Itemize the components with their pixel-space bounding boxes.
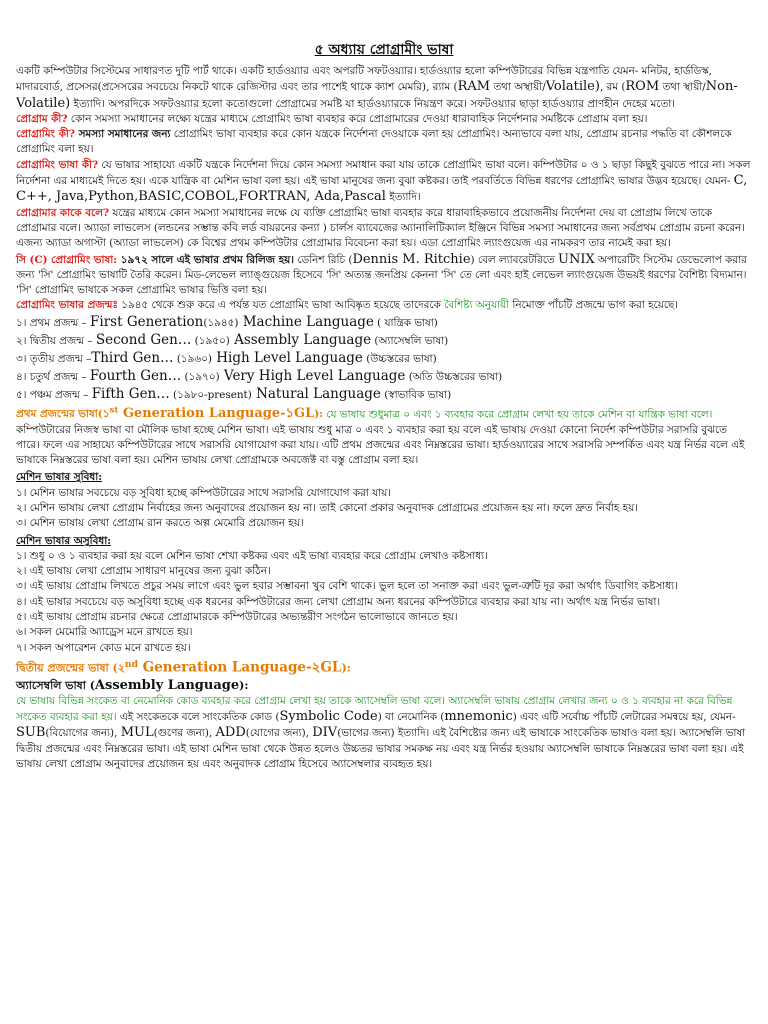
assembly-text: এই সংকেতকে বলে সাংকেতিক কোড (: [116, 710, 280, 723]
mnemonic-term: mnemonic: [444, 708, 513, 724]
list-item: ৩। মেশিন ভাষায় লেখা প্রোগ্রাম রান করতে অল্প মেমোরি প্রয়োজন হয়।: [16, 517, 304, 530]
first-gen-text: কম্পিউটারের নিজস্ব ভাষা বা মৌলিক ভাষা হচ্ছে মেশিন ভাষা। এই ভাষায় শুধু মাত্র ০ এবং ১ ব্যবহার করা হয় বলে এই ভাষায় দেওয়া কোনো নির্দেশ কম্পিউটার সরাসরি বুঝতে পারে। ফলে এর সাহায্যে কম্পিউটারের সাথে সরাসরি যোগাযোগ করা যায়। এটি প্রথম প্রজন্মের এবং নিম্নস্তরের ভাষা। হার্ডওয়্যারের সাথে সরাসরি সম্পর্কিত এবং যন্ত্র নির্ভর বলে এই ভাষাকে নিম্নস্তরের ভাষা বলা হয়। মেশিন ভাষায় লেখা প্রোগ্রামকে অবজেক্ট বা বস্তু প্রোগ্রাম বলা হয়।: [16, 423, 745, 467]
list-item: ৭। সকল অপারেশন কোড মনে রাখতে হয়।: [16, 641, 191, 654]
symbolic-term: Symbolic Code: [279, 708, 378, 724]
c-language-text: ডেনিশ রিচি (: [294, 253, 353, 266]
list-item: [16, 368, 752, 386]
second-gen-heading: [16, 656, 752, 677]
gen-prefix: ২। দ্বিতীয় প্রজন্ম –: [16, 334, 96, 347]
list-item: [16, 332, 752, 350]
gen-year: (১৯৪৫): [203, 316, 239, 329]
list-item: [16, 386, 752, 404]
generations-text: ১৯৪৫ থেকে শুরু করে এ পর্যন্ত যত প্রোগ্রামিং ভাষা আবিষ্কৃত হয়েছে তাদেরকে: [117, 299, 445, 312]
gen-year: (১৯৬০): [173, 352, 212, 365]
gen-language: Natural Language: [251, 385, 381, 402]
intro-text: ইত্যাদি। অপরদিকে সফটওয়্যার হলো কতোগুলো প্রোগ্রামের সমষ্টি যা হার্ডওয়্যারকে নিয়ন্ত্রণ করে। সফটওয়্যার ছাড়া হার্ডওয়্যার প্রাণহীন দেহের মতো।: [70, 97, 676, 110]
gen-language: High Level Language: [211, 349, 363, 366]
list-item: ৫। এই ভাষায় প্রোগ্রাম রচনার ক্ষেত্রে প্রোগ্রামারকে কম্পিউটারের অভ্যন্তরীণ সংগঠন ভালোভাবে জানতে হয়।: [16, 611, 458, 624]
ritchie-name: Dennis M. Ritchie: [352, 251, 471, 267]
disadvantages-heading: মেশিন ভাষার অসুবিধা:: [16, 534, 112, 547]
gen-language: Assembly Language: [229, 331, 372, 348]
gen-bn: ( যান্ত্রিক ভাষা): [373, 316, 438, 329]
programming-label: প্রোগ্রামিং কী?: [16, 128, 75, 141]
assembly-text: ) বা নেমোনিক (: [377, 710, 445, 723]
first-gen-definition: যে ভাষায় শুধুমাত্র ০ এবং ১ ব্যবহার করে প্রোগ্রাম লেখা হয় তাকে মেশিন বা যান্ত্রিক ভাষা বলে।: [323, 408, 713, 421]
gen-bn: (অ্যাসেম্বলি ভাষা): [371, 334, 449, 347]
c-language-bold: ১৯৭২ সালে এই ভাষার প্রথম রিলিজ হয়।: [117, 253, 295, 266]
sub-term: SUB: [16, 725, 46, 741]
generations-label: প্রোগ্রামিং ভাষার প্রজন্মঃ: [16, 299, 118, 312]
gen-bn: (অতি উচ্চস্তরের ভাষা): [405, 370, 503, 383]
gen-bn: (স্বাভাবিক ভাষা): [380, 388, 452, 401]
generations-text: নিমোক্ত পাঁচটি প্রজন্মে ভাগ করা হয়েছে।: [509, 299, 679, 312]
programming-bold: সমস্যা সমাধানের জন্য: [74, 128, 171, 141]
assembly-bn: অ্যাসেম্বলি ভাষা (: [16, 678, 95, 692]
list-item: ৬। সকল মেমোরি অ্যাড্রেস মনে রাখতে হয়।: [16, 626, 193, 639]
assembly-definition: যে ভাষায় বিভিন্ন সংকেত বা নেমোনিক কোড ব্যবহার করে প্রোগ্রাম লেখা হয় তাকে অ্যাসেম্বলি ভাষা বলে। অ্যাসেম্বলি ভাষায় প্রোগ্রাম লেখার জন্য ০ ও ১ ব্যবহার না করে বিভিন্ন সংকেত ব্যবহার করা হয়।: [16, 694, 733, 723]
assembly-text: (বিয়োগের জন্য),: [45, 727, 121, 740]
first-gen-sup: st: [109, 405, 119, 416]
gen-prefix: ৫। পঞ্চম প্রজন্ম –: [16, 388, 92, 401]
gen-prefix: ৩। তৃতীয় প্রজন্ম –: [16, 352, 92, 365]
generations-list: [16, 314, 752, 404]
intro-text: তথা অস্থায়ী/: [490, 81, 546, 94]
assembly-text: (যোগের জন্য),: [245, 727, 313, 740]
gen-bn: (উচ্চস্তরের ভাষা): [362, 352, 437, 365]
gen-language: Machine Language: [238, 313, 374, 330]
c-language-text: ) বেল ল্যাবরেটরিতে: [470, 253, 558, 266]
gen-name: Fourth Gen…: [89, 367, 182, 384]
program-label: প্রোগ্রাম কী?: [16, 112, 68, 125]
list-item: ১। মেশিন ভাষার সবচেয়ে বড় সুবিধা হচ্ছে কম্পিউটারের সাথে সরাসরি যোগাযোগ করা যায়।: [16, 486, 391, 499]
rom-term: ROM: [625, 79, 660, 95]
second-gen-label: দ্বিতীয় প্রজন্মের ভাষা (২: [16, 661, 125, 675]
intro-text: , রম (: [599, 81, 626, 94]
gen-year: (১৯৭০): [181, 370, 220, 383]
language-text: যে ভাষার সাহায্যে একটি যন্ত্রকে নির্দেশনা দিয়ে কোন সমস্যা সমাধান করা যায় তাকে প্রোগ্রামিং ভাষা বলে। কম্পিউটার ০ ও ১ ছাড়া কিছুই বুঝতে পারে না। সকল নির্দেশনা এর মাধ্যমেই দিতে হয়। একে যান্ত্রিক বা মেশিন ভাষা বলা হয়। এই ভাষা মানুষের জন্য বুঝা কষ্টকর। তাই পরবর্তিতে বিভিন্ন ধরণের প্রোগ্রামিং ভাষার উদ্ভব হয়েছে। যেমন-: [16, 158, 751, 188]
gen-language: Very High Level Language: [219, 367, 406, 384]
intro-paragraph: [16, 64, 752, 112]
gen-name: First Generation: [90, 313, 204, 330]
list-item: ১। শুধু ০ ও ১ ব্যবহার করা হয় বলে মেশিন ভাষা শেখা কষ্টকর এবং এই ভাষা ব্যবহার করে প্রোগ্রাম লেখাও কষ্টসাধ্য।: [16, 549, 488, 562]
gen-name: Second Gen…: [95, 331, 192, 348]
add-term: ADD: [215, 725, 246, 741]
programmer-text: যন্ত্রের মাধ্যমে কোন সমস্যা সমাধানের লক্ষে যে ব্যক্তি প্রোগ্রামিং ভাষা ব্যবহার করে ধারাবাহিকভাবে প্রয়োজনীয় নির্দেশনা দেয় বা প্রোগ্রাম লিখে তাকে প্রোগ্রামার বলে। অ্যাডা লাভলেস (লন্ডনের সম্ভান্ত কবি লর্ড বায়রনের কন্যা ) চার্লস ব্যাবেজের অ্যানালিটিক্যাল ইঞ্জিনে বিভিন্ন সমস্যা সমাধানের জন্য সর্বপ্রথম প্রোগ্রাম রচনা করেন। এজন্য অ্যাডা অগাস্টা (অ্যাডা লাভলেস) কে বিশ্বের প্রথম কম্পিউটার প্রোগ্রামার বিবেচনা করা হয়। এডা প্রোগ্রামিং ল্যাংগুয়েজ এর নামকরণ তার নামেই করা হয়।: [16, 206, 745, 250]
ram-term: RAM: [457, 79, 491, 95]
list-item: [16, 350, 752, 368]
language-definition: [16, 158, 752, 206]
second-gen-label-end: ):: [341, 661, 351, 675]
assembly-text: (ভাগের জন্য) ইত্যাদি। এই বৈশিষ্ট্যের জন্য এই ভাষাকে সাংকেতিক ভাষাও বলা হয়। অ্যাসেম্বলি ভাষা দ্বিতীয় প্রজন্মের এবং নিম্নস্তরের ভাষা। এই ভাষা মেশিন ভাষা থেকে উন্নত হলেও উচ্চতর ভাষার সমকক্ষ নয় এবং যন্ত্র নির্ভর হওয়ায় অ্যাসেম্বলি ভাষাকে নিম্নস্তরের ভাষা বলা হয়। এই ভাষায় লেখা প্রোগ্রাম অনুবাদের প্রয়োজন হয় এবং অনুবাদক প্রোগ্রাম হিসেবে অ্যাসেম্বলার ব্যবহৃত হয়।: [16, 727, 746, 770]
first-gen-label-end: ):: [314, 408, 323, 421]
language-text: ইত্যাদি।: [385, 191, 421, 204]
generations-intro: [16, 298, 752, 313]
assembly-heading: [16, 677, 752, 694]
advantages-heading: মেশিন ভাষার সুবিধা:: [16, 471, 103, 484]
assembly-en: Assembly Language: [94, 677, 240, 693]
generations-highlight: বৈশিষ্ট্য অনুযায়ী: [444, 299, 510, 312]
assembly-end: ):: [239, 678, 249, 692]
intro-text: তথা স্থায়ী/: [659, 81, 706, 94]
second-gen-sup: nd: [124, 658, 138, 670]
list-item: [16, 314, 752, 332]
list-item: ২। এই ভাষায় লেখা প্রোগ্রাম সাধারণ মানুষের জন্য বুঝা কঠিন।: [16, 565, 271, 578]
c-language-text: অপারেটিং সিস্টেম ডেভেলোপ করার জন্য 'সি' প্রোগ্রামিং ভাষাটি তৈরি করেন। মিড-লেভেল ল্যাঙ্গুয়েজ হিসেবে 'সি' অত্যন্ত জনপ্রিয় কেননা 'সি' তে লো এবং হাই লেভেল ল্যাংগুয়েজ উভয়ই ধরণের বৈশিষ্ট্য বিদ্যমান। 'সি' প্রোগ্রামিং ভাষাকে সকল প্রোগ্রামিং ভাষার ভিত্তি বলা হয়।: [16, 253, 747, 297]
assembly-paragraph: [16, 694, 752, 772]
first-gen-label: প্রথম প্রজন্মের ভাষা(১: [16, 408, 110, 421]
c-language-label: সি (C) প্রোগ্রামিং ভাষা:: [16, 253, 118, 266]
first-gen-label-en: Generation Language-১GL: [118, 406, 315, 422]
gen-prefix: ১। প্রথম প্রজন্ম –: [16, 316, 91, 329]
div-term: DIV: [312, 725, 338, 741]
gen-prefix: ৪। চতুর্থ প্রজন্ম –: [16, 370, 90, 383]
programming-text: প্রোগ্রামিং ভাষা ব্যবহার করে কোন যন্ত্রকে নির্দেশনা দেওয়াকে বলা হয় প্রোগ্রামিং। অন্যভাবে বলা যায়, প্রোগ্রাম রচনার পদ্ধতি বা কৌশলকে প্রোগ্রামিং বলা হয়।: [16, 128, 732, 156]
page-title: ৫ অধ্যায় প্রোগ্রামীং ভাষা: [314, 42, 454, 58]
unix-term: UNIX: [557, 251, 595, 267]
assembly-text: ) এবং এটি সর্বোচ্চ পাঁচটি লেটারের সমন্বয়ে হয়, যেমন-: [512, 710, 736, 723]
language-list: C, C++, Java,Python,BASIC,COBOL,FORTRAN, Ada,Pascal: [16, 173, 748, 205]
mul-term: MUL: [120, 725, 154, 741]
programmer-label: প্রোগ্রামার কাকে বলে?: [16, 206, 110, 219]
list-item: ৩। এই ভাষায় প্রোগ্রাম লিখতে প্রচুর সময় লাগে এবং ভুল হবার সম্ভাবনা খুব বেশি থাকে। ভুল হলে তা সনাক্ত করা এবং ভুল-ত্রুটি দূর করা অর্থাৎ ডিবাগিং কষ্টসাধ্য।: [16, 580, 678, 593]
first-gen-heading: [16, 405, 323, 422]
second-gen-label-en: Generation Language-২GL: [137, 659, 342, 676]
gen-year: (১৯৫০): [191, 334, 230, 347]
assembly-text: (গুণের জন্য),: [153, 727, 216, 740]
list-item: ৪। এই ভাষার সবচেয়ে বড় অসুবিধা হচ্ছে এক ধরনের কম্পিউটারের জন্য লেখা প্রোগ্রাম অন্য ধরনের কম্পিউটারে ব্যবহার করা যায় না। অর্থাৎ যন্ত্র নির্ভর ভাষা।: [16, 595, 661, 608]
intro-text: একটি কম্পিউটার সিস্টেমের সাধারণত দুটি পার্ট থাকে। একটি হার্ডওয়্যার এবং অপরটি সফটওয়্যার। হার্ডওয়্যার হলো কম্পিউটারের বিভিন্ন যন্ত্রপাতি যেমন- মনিটর, হার্ডডিস্ক, মাদারবোর্ড, প্রসেসর(প্রসেসরের সবচেয়ে নিকটে থাকে রেজিস্টার এবং তার পাশেই থাকে ক্যাশ মেমরি), র‍্যাম (: [16, 65, 712, 94]
language-label: প্রোগ্রামিং ভাষা কী?: [16, 158, 99, 171]
program-definition: [16, 112, 752, 127]
gen-year: (১৯৮০-present): [169, 388, 252, 401]
program-text: কোন সমস্যা সমাধানের লক্ষ্যে যন্ত্রের মাধ্যমে প্রোগ্রামিং ভাষা ব্যবহার করে প্রোগ্রামারের দেওয়া ধারাবাহিক নির্দেশনার সমষ্টিকে প্রোগ্রাম বলা হয়।: [67, 112, 648, 125]
first-generation-paragraph: [16, 404, 752, 469]
c-language-paragraph: [16, 252, 752, 299]
nonvolatile-term: Non-Volatile): [16, 79, 738, 111]
programming-definition: [16, 127, 752, 158]
volatile-term: Volatile): [545, 79, 600, 95]
gen-name: Third Gen…: [91, 349, 174, 366]
gen-name: Fifth Gen…: [91, 385, 170, 402]
programmer-definition: [16, 206, 752, 252]
list-item: ২। মেশিন ভাষায় লেখা প্রোগ্রাম নির্বাহের জন্য অনুবাদের প্রয়োজন হয় না। তাই কোনো প্রকার অনুবাদক প্রোগ্রামের প্রয়োজন হয় না। ফলে দ্রুত নির্বাহ হয়।: [16, 502, 638, 514]
